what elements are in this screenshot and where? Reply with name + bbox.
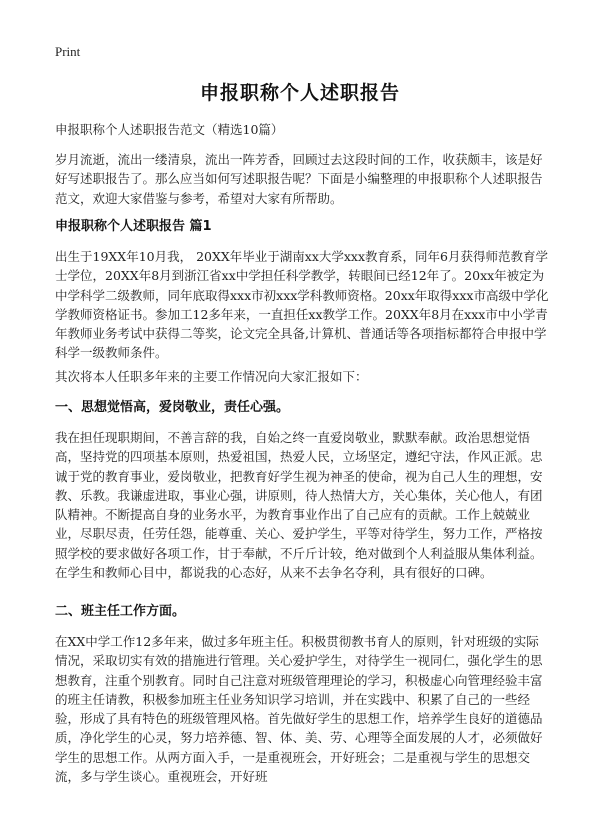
paragraph-background: 出生于19XX年10月我， 20XX年毕业于湖南xx大学xxx教育系，同年6月获得师范教育学士学位，20XX年8月到浙江省xx中学担任科学教学，转眼间已经12年了。20xx年被定为中学科学二级教师，同年底取得xxx市初xxx学科教师资格。20xx年取得xxx市高级中学化学教师资格证书。参加工12多年来，一直担任xx教学工作。20XX年8月在xxx市中小学青年教师业务考试中获得二等奖，论文完全具备,计算机、普通话等各项指标都符合申报中学科学一级教师条件。 <box>55 249 549 361</box>
paragraph-transition: 其次将本人任职多年来的主要工作情况向大家汇报如下： <box>55 369 368 384</box>
section-heading: 申报职称个人述职报告 篇1 <box>55 219 212 234</box>
print-link[interactable]: Print <box>55 44 81 59</box>
heading-ideology: 一、思想觉悟高，爱岗敬业，责任心强。 <box>55 400 290 415</box>
heading-class-teacher: 二、班主任工作方面。 <box>55 604 186 619</box>
intro-paragraph: 岁月流逝，流出一缕清泉，流出一阵芳香，回顾过去这段时间的工作，收获颇丰，该是好好写述职报告了。那么应当如何写述职报告呢？下面是小编整理的申报职称个人述职报告范文，欢迎大家借鉴与参考，希望对大家有所帮助。 <box>55 152 543 206</box>
page-title: 申报职称个人述职报告 <box>199 82 400 104</box>
paragraph-class-teacher: 在XX中学工作12多年来，做过多年班主任。积极贯彻教书育人的原则，针对班级的实际情况，采取切实有效的措施进行管理。关心爱护学生，对待学生一视同仁，强化学生的思想教育，注重个别教育。同时自己注意对班级管理理论的学习，积极虚心向管理经验丰富的班主任请教，积极参加班主任业务知识学习培训，并在实践中、积累了自己的一些经验，形成了具有特色的班级管理风格。首先做好学生的思想工作，培养学生良好的道德品质，净化学生的心灵，努力培养德、智、体、美、劳、心理等全面发展的人才，必须做好学生的思想工作。从两方面入手，一是重视班会，开好班会；二是重视与学生的思想交流，多与学生谈心。重视班会，开好班 <box>55 634 543 785</box>
paragraph-ideology: 我在担任现职期间，不善言辞的我，自始之终一直爱岗敬业，默默奉献。政治思想觉悟高，坚持党的四项基本原则，热爱祖国，热爱人民，立场坚定，遵纪守法，作风正派。忠诚于党的教育事业，爱岗敬业，把教育好学生视为神圣的使命，视为自己人生的理想，安教、乐教。我谦虚进取，事业心强，讲原则，待人热情大方，关心集体，关心他人，有团队精神。不断提高自身的业务水平，为教育事业作出了自己应有的贡献。工作上兢兢业业，尽职尽责，任劳任怨，能尊重、关心、爱护学生，平等对待学生，努力工作，严格按照学校的要求做好各项工作，甘于奉献，不斤斤计较，绝对做到个人利益服从集体利益。在学生和教师心目中，都说我的心态好，从来不去争名夺利，具有很好的口碑。 <box>55 430 543 581</box>
subtitle: 申报职称个人述职报告范文（精选10篇） <box>55 122 284 137</box>
